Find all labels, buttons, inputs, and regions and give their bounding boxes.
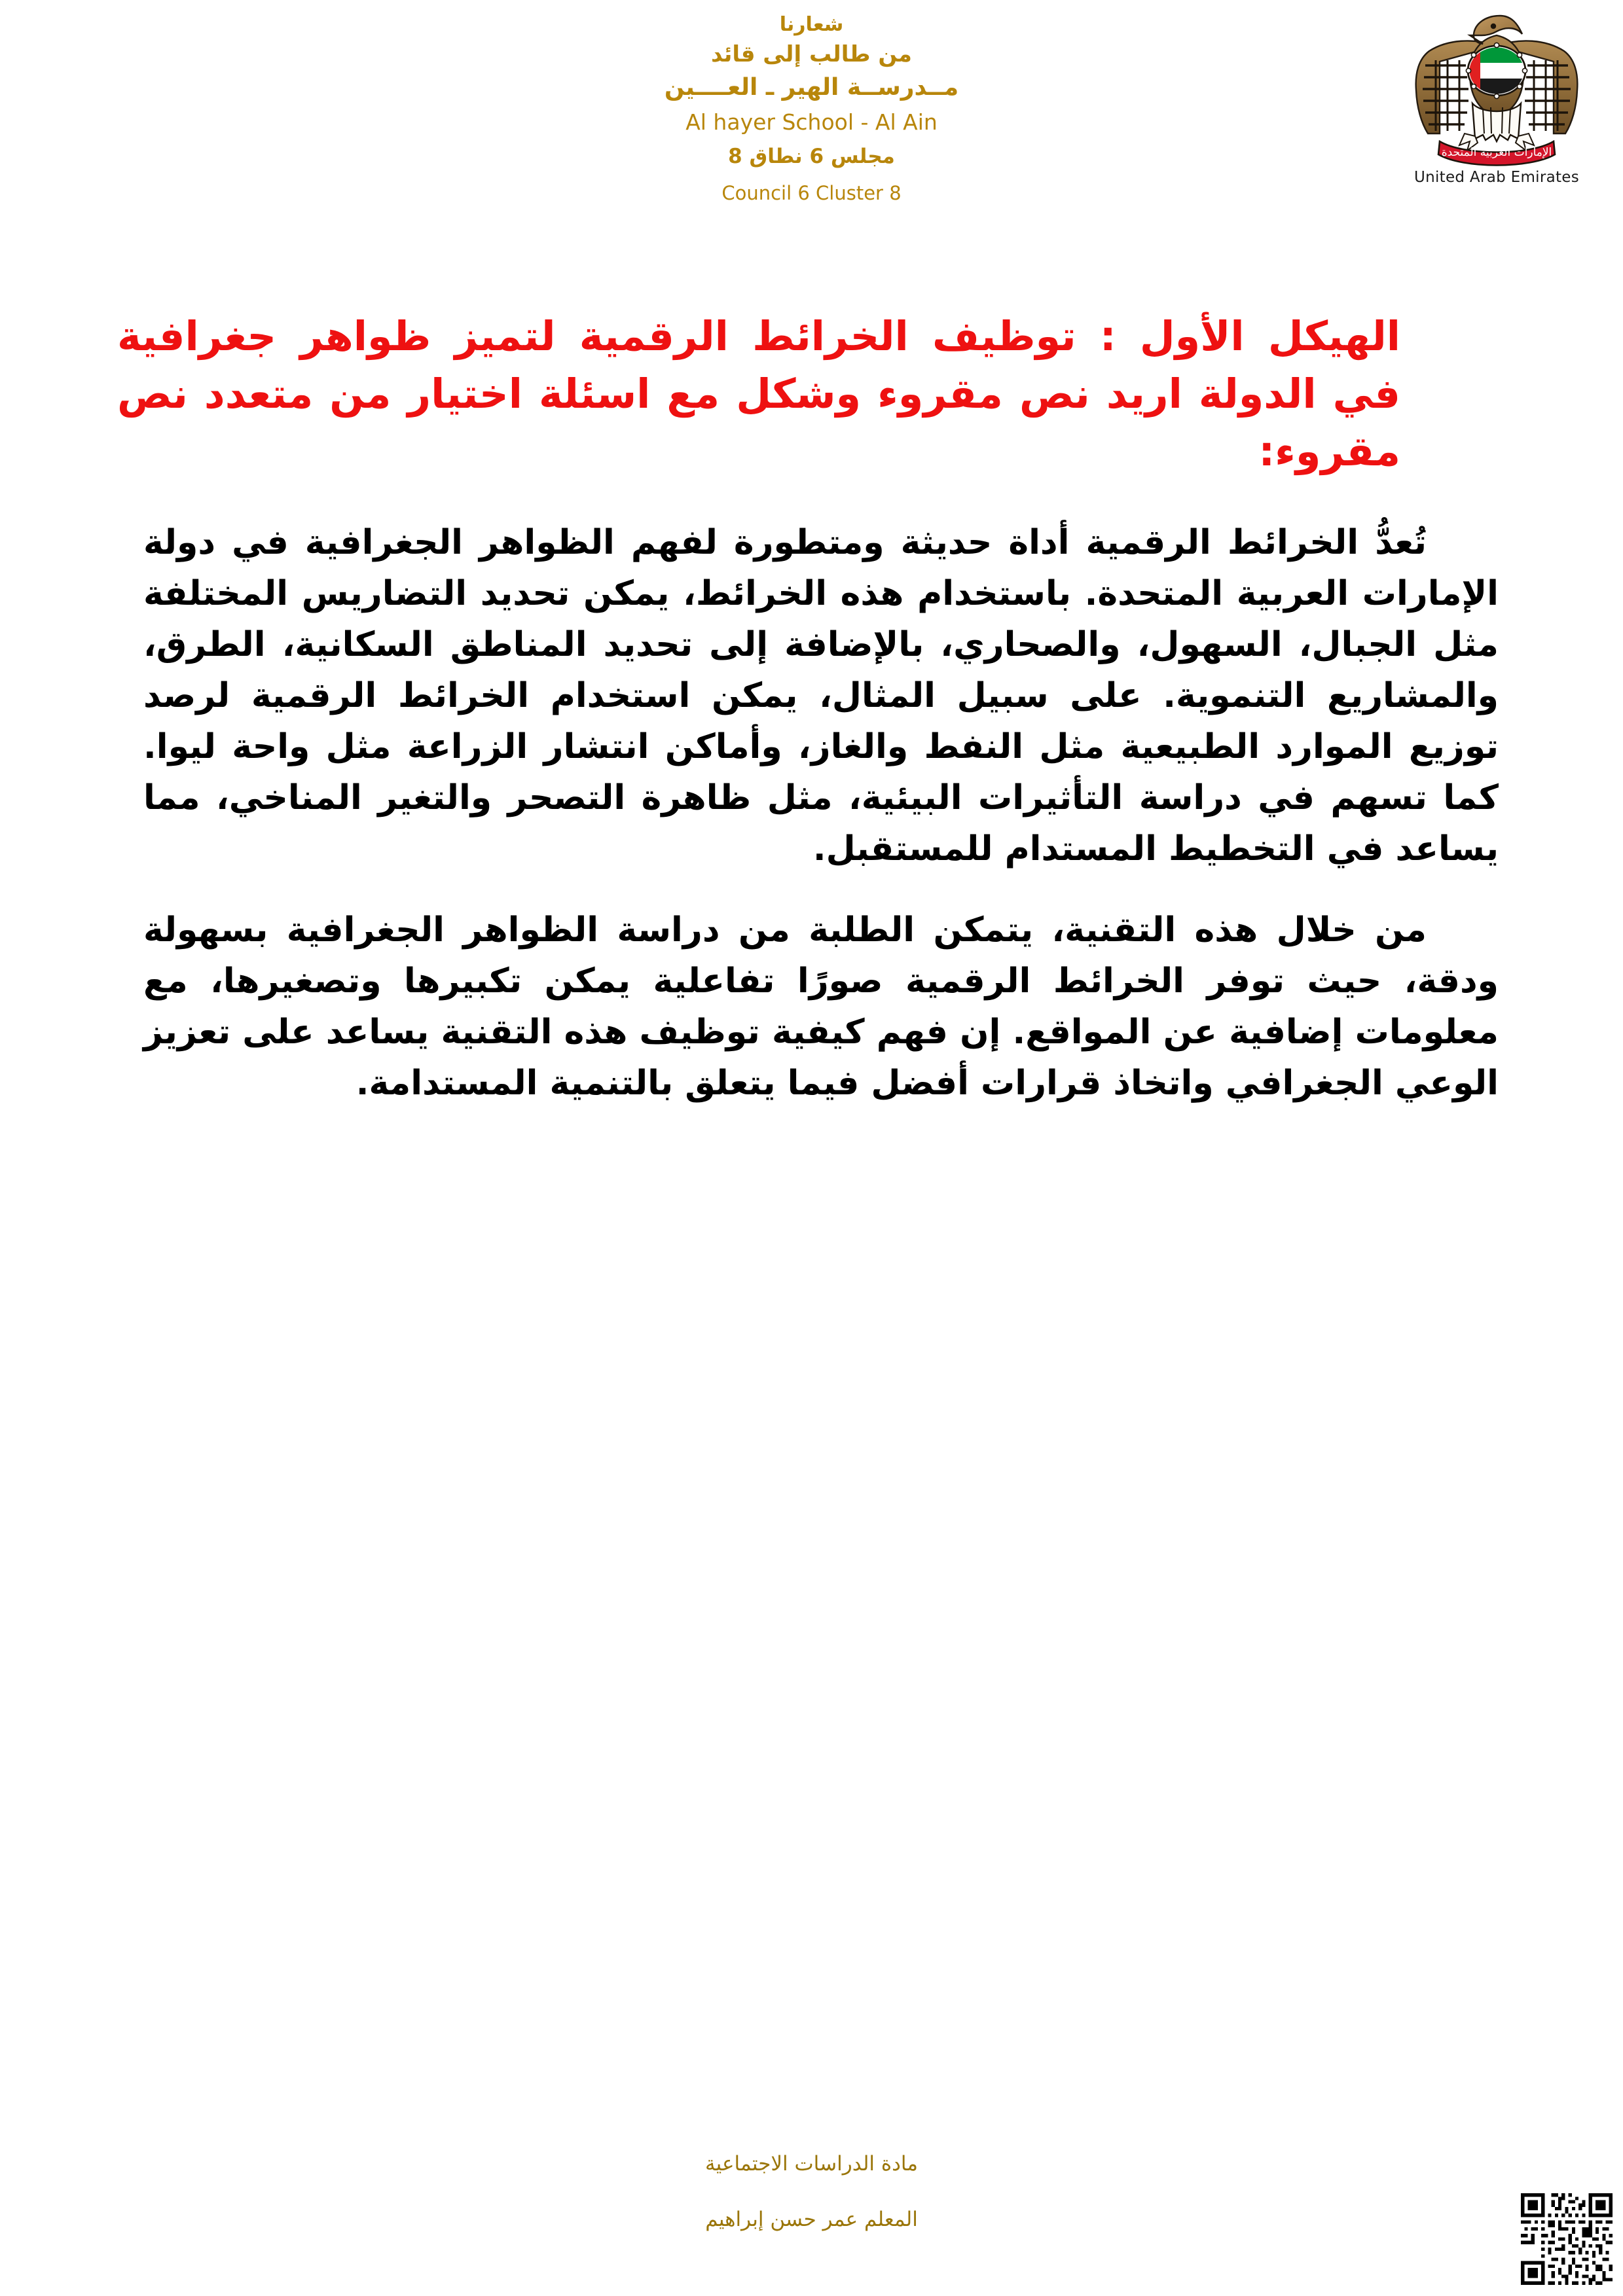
- motto-label: شعارنا: [779, 13, 844, 36]
- page-header: [0, 0, 1623, 249]
- emblem-caption: United Arab Emirates: [1413, 169, 1580, 186]
- school-name-arabic: مــدرســة الهير ـ العــــين: [664, 74, 959, 101]
- motto-text: من طالب إلى قائد: [711, 41, 912, 67]
- document-title: الهيكل الأول : توظيف الخرائط الرقمية لتميز ظواهر جغرافية في الدولة اريد نص مقروء وشكل مع اسئلة اختيار من متعدد نص مقروء:: [117, 312, 1400, 476]
- emblem-banner-text: الإمارات العربية المتحدة: [1441, 146, 1552, 159]
- council-cluster-english: Council 6 Cluster 8: [721, 182, 902, 205]
- document-content: [117, 308, 1499, 1139]
- school-name-english: Al hayer School - Al Ain: [685, 109, 938, 135]
- emblem-banner: [1438, 141, 1555, 166]
- uae-emblem: [1379, 5, 1614, 208]
- uae-falcon-icon: [1379, 5, 1614, 168]
- council-cluster-arabic: مجلس 6 نطاق 8: [728, 144, 895, 168]
- footer-text-block: [0, 2152, 1623, 2232]
- body-paragraph-1: تُعدُّ الخرائط الرقمية أداة حديثة ومتطورة لفهم الظواهر الجغرافية في دولة الإمارات العربية المتحدة. باستخدام هذه الخرائط، يمكن تحديد التضاريس المختلفة مثل الجبال، السهول، والصحاري، بالإضافة إلى تحديد المناطق السكانية، الطرق، والمشاريع التنموية. على سبيل المثال، يمكن استخدام الخرائط الرقمية لرصد توزيع الموارد الطبيعية مثل النفط والغاز، وأماكن انتشار الزراعة مثل واحة ليوا. كما تسهم في دراسة التأثيرات البيئية، مثل ظاهرة التصحر والتغير المناخي، مما يساعد في التخطيط المستدام للمستقبل.: [143, 523, 1499, 869]
- page-footer: [0, 2132, 1623, 2296]
- footer-teacher: المعلم عمر حسن إبراهيم: [705, 2208, 918, 2232]
- body-paragraph-2: من خلال هذه التقنية، يتمكن الطلبة من دراسة الظواهر الجغرافية بسهولة ودقة، حيث توفر الخرائط الرقمية صورًا تفاعلية يمكن تكبيرها وتصغيرها، مع معلومات إضافية عن المواقع. إن فهم كيفية توظيف هذه التقنية يساعد على تعزيز الوعي الجغرافي واتخاذ قرارات أفضل فيما يتعلق بالتنمية المستدامة.: [143, 910, 1499, 1103]
- footer-subject: مادة الدراسات الاجتماعية: [705, 2152, 918, 2176]
- qr-code[interactable]: [1518, 2190, 1616, 2288]
